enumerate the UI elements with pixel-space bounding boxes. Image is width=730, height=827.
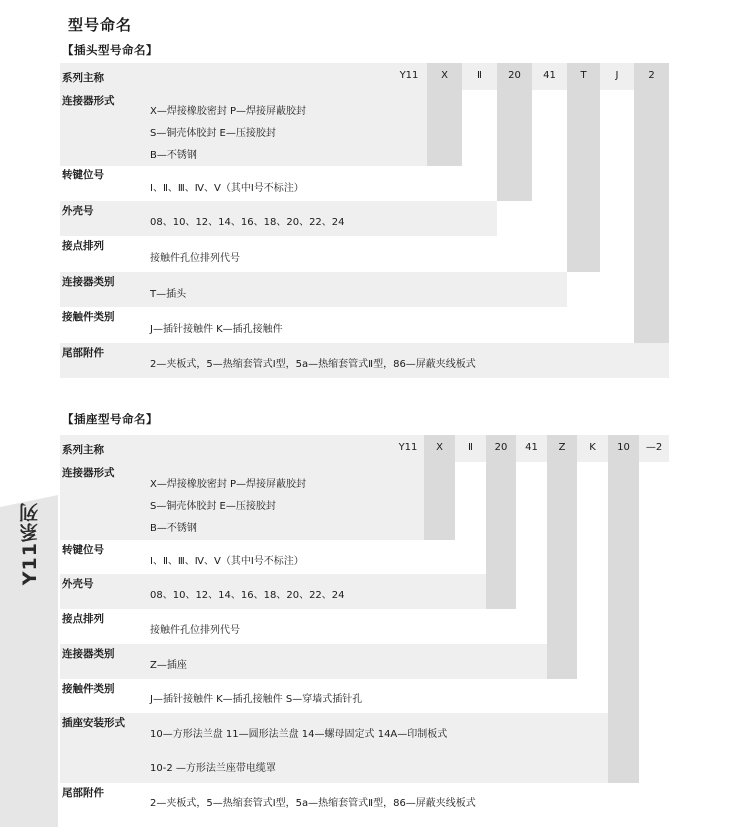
socket-row-label: 插座安装形式: [62, 717, 125, 729]
socket-code-shell: 20: [494, 442, 508, 453]
socket-code-contact-layout: 41: [525, 442, 538, 453]
socket-code-series: Y11: [398, 442, 418, 453]
socket-row-text: J—插针接触件 K—插孔接触件 S—穿墙式插针孔: [150, 694, 363, 705]
plug-code-form: X: [441, 70, 448, 81]
plug-row-text: 2—夹板式，5—热缩套管式Ⅰ型，5a—热缩套管式Ⅱ型，86—屏蔽夹线板式: [150, 359, 476, 370]
socket-row-label: 接点排列: [62, 613, 104, 625]
socket-section-title: 【插座型号命名】: [62, 412, 158, 426]
plug-row-label: 外壳号: [62, 205, 94, 217]
socket-header-label: 系列主称: [62, 444, 104, 456]
plug-code-contact-type: J: [615, 70, 619, 81]
socket-row-label: 尾部附件: [62, 787, 104, 799]
socket-row-text: X—焊接橡胶密封 P—焊接屏蔽胶封: [150, 479, 307, 490]
page-title: 型号命名: [68, 16, 133, 34]
plug-row-label: 接点排列: [62, 240, 104, 252]
plug-code-tail: 2: [648, 70, 655, 81]
socket-row-text: 接触件孔位排列代号: [150, 625, 240, 636]
socket-code-mount: 10: [617, 442, 630, 453]
plug-row-text: S—铜壳体胶封 E—压接胶封: [150, 128, 276, 139]
plug-row-bg: [60, 272, 567, 307]
plug-section-title: 【插头型号命名】: [62, 43, 158, 57]
plug-code-column-2: [634, 63, 669, 343]
socket-row-bg: [60, 644, 547, 679]
plug-row-text: 08、10、12、14、16、18、20、22、24: [150, 217, 345, 228]
socket-row-text: Z—插座: [150, 660, 187, 671]
plug-code-contact-layout: 41: [543, 70, 556, 81]
plug-row-label: 尾部附件: [62, 347, 104, 359]
plug-code-column-20: [497, 63, 532, 201]
socket-code-form: X: [436, 442, 443, 453]
plug-row-text: 接触件孔位排列代号: [150, 253, 240, 264]
socket-code-column-20: [486, 435, 516, 609]
plug-row-label: 连接器类别: [62, 276, 115, 288]
plug-row-text: Ⅰ、Ⅱ、Ⅲ、Ⅳ、Ⅴ（其中Ⅰ号不标注）: [150, 183, 304, 194]
socket-code-column-z: [547, 435, 577, 679]
plug-row-label: 连接器形式: [62, 95, 115, 107]
plug-code-column-t: [567, 63, 600, 272]
socket-row-text: B—不锈钢: [150, 523, 197, 534]
plug-header-label: 系列主称: [62, 72, 104, 84]
socket-row-text: 10-2 —方形法兰座带电缆罩: [150, 763, 276, 774]
plug-row-label: 转键位号: [62, 169, 104, 181]
socket-code-tail: —2: [645, 442, 663, 453]
plug-row-text: X—焊接橡胶密封 P—焊接屏蔽胶封: [150, 106, 307, 117]
socket-row-label: 转键位号: [62, 544, 104, 556]
socket-row-text: 2—夹板式，5—热缩套管式Ⅰ型，5a—热缩套管式Ⅱ型，86—屏蔽夹线板式: [150, 798, 476, 809]
socket-code-column-10: [608, 435, 639, 783]
plug-code-connector-type: T: [580, 70, 587, 81]
socket-row-label: 外壳号: [62, 578, 94, 590]
plug-row-text: B—不锈钢: [150, 150, 197, 161]
socket-row-text: 10—方形法兰盘 11—圆形法兰盘 14—螺母固定式 14A—印制板式: [150, 729, 448, 740]
socket-row-label: 连接器形式: [62, 467, 115, 479]
plug-row-text: T—插头: [150, 289, 187, 300]
socket-row-text: 08、10、12、14、16、18、20、22、24: [150, 590, 345, 601]
socket-row-text: S—铜壳体胶封 E—压接胶封: [150, 501, 276, 512]
plug-row-text: J—插针接触件 K—插孔接触件: [150, 324, 283, 335]
side-tab-label: Y11系列: [19, 502, 41, 586]
socket-code-key: Ⅱ: [468, 442, 473, 453]
socket-code-contact-type: K: [589, 442, 596, 453]
socket-row-text: Ⅰ、Ⅱ、Ⅲ、Ⅳ、Ⅴ（其中Ⅰ号不标注）: [150, 556, 304, 567]
plug-code-key: Ⅱ: [477, 70, 482, 81]
socket-row-label: 接触件类别: [62, 683, 115, 695]
socket-row-label: 连接器类别: [62, 648, 115, 660]
socket-row-bg: [60, 713, 608, 783]
plug-code-shell: 20: [508, 70, 521, 81]
plug-row-label: 接触件类别: [62, 311, 115, 323]
socket-code-connector-type: Z: [558, 442, 566, 453]
plug-code-series: Y11: [399, 70, 419, 81]
